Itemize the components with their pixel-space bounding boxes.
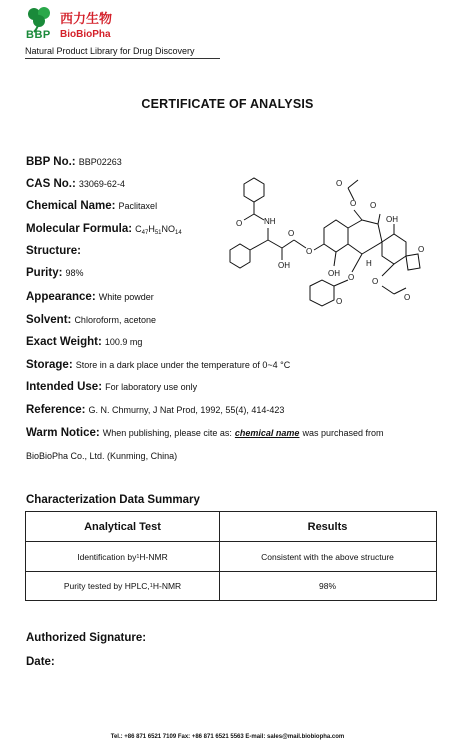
solvent-row — [26, 314, 156, 326]
appearance-value: White powder — [98, 292, 154, 302]
chemical-name-value: Paclitaxel — [118, 201, 158, 211]
storage-label: Storage: — [26, 359, 73, 371]
exact-weight-row — [26, 336, 142, 348]
formula-row — [26, 223, 182, 236]
intended-use-row — [26, 381, 197, 393]
exact-weight-label: Exact Weight: — [26, 336, 102, 348]
warm-notice-row — [26, 427, 384, 439]
label-o: O — [418, 245, 425, 254]
table-row-test: Purity tested by HPLC, 1 H-NMR — [63, 581, 182, 591]
label-o: O — [350, 199, 357, 208]
label-oh: OH — [328, 269, 340, 278]
appearance-label: Appearance: — [26, 291, 96, 303]
storage-value: Store in a dark place under the temperature of 0~4 °C — [75, 360, 291, 370]
label-o: O — [288, 229, 295, 238]
solvent-value: Chloroform, acetone — [74, 315, 156, 325]
warm-notice-line2 — [26, 450, 177, 462]
warm-notice-pre: When publishing, please cite as: — [102, 428, 232, 438]
reference-value: G. N. Chmurny, J Nat Prod, 1992, 55(4), 414-423 — [88, 405, 285, 415]
formula-label: Molecular Formula: — [26, 223, 133, 235]
label-o: O — [404, 293, 411, 302]
bbp-no-value: BBP02263 — [78, 157, 122, 167]
footer-contact: Tel.: +86 871 6521 7109 Fax: +86 871 6521 5563 E-mail: sales@mail.biobiopha.com — [110, 734, 345, 740]
label-o: O — [336, 179, 343, 188]
warm-notice-label: Warm Notice: — [26, 427, 100, 439]
logo-abbreviation: BBP — [26, 29, 51, 41]
table-row-test: Identification by 1 H-NMR — [77, 551, 168, 562]
label-o: O — [336, 297, 343, 306]
warm-notice-company: BioBioPha Co., Ltd. (Kunming, China) — [26, 451, 178, 461]
label-o: O — [372, 277, 379, 286]
label-nh: NH — [264, 217, 276, 226]
appearance-row — [26, 291, 154, 303]
storage-row — [26, 359, 290, 371]
exact-weight-value: 100.9 mg — [104, 337, 143, 347]
cas-no-row — [26, 178, 125, 190]
label-o: O — [348, 273, 355, 282]
logo-chinese-name: 西力生物 — [60, 12, 113, 27]
structure-label: Structure: — [26, 245, 81, 257]
warm-notice-post: was purchased from — [302, 428, 384, 438]
purity-label: Purity: — [26, 267, 63, 279]
label-oh: OH — [278, 261, 290, 270]
formula-value: $C_{47}H_{51}NO_{14}$ — [135, 224, 182, 236]
chemical-name-label: Chemical Name: — [26, 200, 116, 212]
table-row-result: Consistent with the above structure — [261, 551, 394, 562]
header-results: Results — [307, 520, 348, 533]
paclitaxel-structure-diagram — [222, 176, 432, 316]
intended-use-value: For laboratory use only — [105, 382, 198, 392]
cas-no-label: CAS No.: — [26, 178, 76, 190]
summary-title: Characterization Data Summary — [26, 494, 200, 506]
date-label: Date: — [26, 656, 55, 668]
reference-label: Reference: — [26, 404, 86, 416]
label-o: O — [370, 201, 377, 210]
tagline: Natural Product Library for Drug Discovery — [25, 46, 195, 56]
cas-no-value: 33069-62-4 — [78, 179, 125, 189]
warm-notice-chemical-name: chemical name — [234, 428, 300, 438]
purity-row — [26, 267, 84, 279]
header-divider — [25, 58, 220, 59]
logo-english-name: BioBioPha — [60, 29, 111, 40]
header-analytical-test: Analytical Test — [84, 520, 161, 533]
bbp-no-label: BBP No.: — [26, 156, 76, 168]
purity-value: 98% — [65, 268, 84, 278]
chemical-name-row — [26, 200, 157, 212]
table-row-result: 98% — [318, 581, 336, 591]
label-h: H — [366, 259, 372, 268]
intended-use-label: Intended Use: — [26, 381, 103, 393]
structure-row — [26, 245, 81, 257]
label-o: O — [236, 219, 243, 228]
label-o: O — [306, 247, 313, 256]
document-title: CERTIFICATE OF ANALYSIS — [141, 97, 314, 111]
solvent-label: Solvent: — [26, 314, 72, 326]
label-oh: OH — [386, 215, 398, 224]
authorized-signature-label: Authorized Signature: — [26, 632, 147, 644]
reference-row — [26, 404, 284, 416]
characterization-table — [25, 511, 437, 601]
bbp-no-row — [26, 156, 122, 168]
